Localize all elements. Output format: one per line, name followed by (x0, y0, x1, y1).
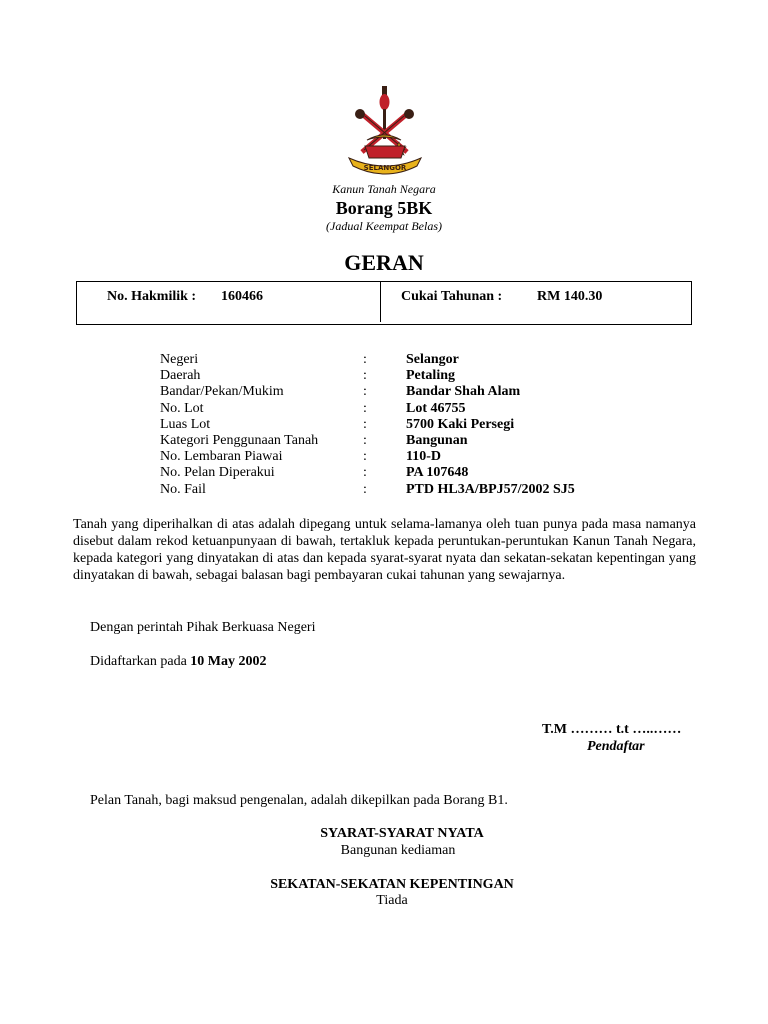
detail-label: No. Lot (160, 400, 204, 416)
detail-label: Negeri (160, 352, 199, 367)
schedule-label: (Jadual Keempat Belas) (326, 219, 442, 233)
detail-value: 110-D (406, 449, 441, 465)
registration-line (90, 654, 267, 670)
detail-separator: : (363, 449, 367, 465)
restrictions-heading: SEKATAN-SEKATAN KEPENTINGAN (270, 877, 514, 892)
detail-separator: : (363, 400, 367, 416)
detail-label: Daerah (160, 368, 201, 384)
signature-line: T.M ……… t.t …..…… (542, 722, 682, 737)
detail-row (160, 449, 575, 465)
detail-label: Bandar/Pekan/Mukim (160, 384, 284, 400)
detail-label: Kategori Penggunaan Tanah (160, 433, 319, 449)
detail-separator: : (363, 352, 367, 367)
document-title: GERAN (344, 250, 424, 275)
detail-label: No. Lembaran Piawai (160, 449, 283, 465)
plan-note: Pelan Tanah, bagi maksud pengenalan, adalah dikepilkan pada Borang B1. (90, 793, 508, 808)
detail-value: Selangor (406, 352, 459, 367)
svg-text:SELANGOR: SELANGOR (363, 164, 407, 172)
detail-row (160, 433, 575, 449)
detail-row (160, 384, 575, 400)
detail-row (160, 401, 575, 417)
detail-label: Luas Lot (160, 416, 211, 432)
detail-row (160, 352, 575, 368)
registrar-label: Pendaftar (587, 739, 645, 754)
form-number: Borang 5BK (335, 198, 433, 218)
hakmilik-label: No. Hakmilik : (107, 289, 197, 304)
detail-value: 5700 Kaki Persegi (406, 416, 515, 432)
detail-separator: : (363, 481, 367, 497)
hakmilik-value: 160466 (221, 289, 263, 304)
detail-value: PTD HL3A/BPJ57/2002 SJ5 (406, 481, 575, 497)
detail-separator: : (363, 465, 367, 481)
detail-separator: : (363, 433, 367, 449)
detail-row (160, 465, 575, 481)
cukai-value: RM 140.30 (537, 289, 603, 304)
express-conditions-value: Bangunan kediaman (340, 843, 456, 858)
express-conditions-heading: SYARAT-SYARAT NYATA (320, 826, 484, 841)
detail-value: PA 107648 (406, 465, 469, 481)
land-details-table (160, 352, 575, 498)
detail-value: Lot 46755 (406, 400, 466, 416)
detail-row (160, 417, 575, 433)
cukai-label: Cukai Tahunan : (401, 289, 503, 304)
crest-icon (327, 84, 443, 184)
authority-line: Dengan perintah Pihak Berkuasa Negeri (90, 620, 316, 635)
body-paragraph: Tanah yang diperihalkan di atas adalah dipegang untuk selama-lamanya oleh tuan punya pada masa namanya disebut dalam rekod ketuanpunyaan di bawah, tertakluk kepada peruntukan-peruntukan Kanun Tanah Negara, kepada kategori yang dinyatakan di atas dan kepada syarat-syarat nyata dan sekatan-sekatan kepentingan yang dinyatakan di bawah, sebagai balasan bagi pembayaran cukai tahunan yang sewajarnya. (73, 517, 696, 583)
box-divider (380, 282, 381, 322)
detail-value: Bandar Shah Alam (406, 384, 521, 400)
restrictions-value: Tiada (376, 893, 408, 908)
detail-row (160, 482, 575, 498)
selangor-crest-emblem (327, 84, 443, 184)
registered-date: 10 May 2002 (190, 654, 267, 669)
detail-label: No. Pelan Diperakui (160, 465, 275, 481)
detail-value: Petaling (406, 368, 455, 384)
detail-separator: : (363, 384, 367, 400)
registered-prefix: Didaftarkan pada (90, 654, 187, 669)
detail-separator: : (363, 416, 367, 432)
detail-value: Bangunan (406, 433, 468, 449)
detail-label: No. Fail (160, 481, 206, 497)
title-number-box (76, 281, 692, 325)
act-name: Kanun Tanah Negara (332, 182, 436, 196)
detail-row (160, 368, 575, 384)
detail-separator: : (363, 368, 367, 384)
